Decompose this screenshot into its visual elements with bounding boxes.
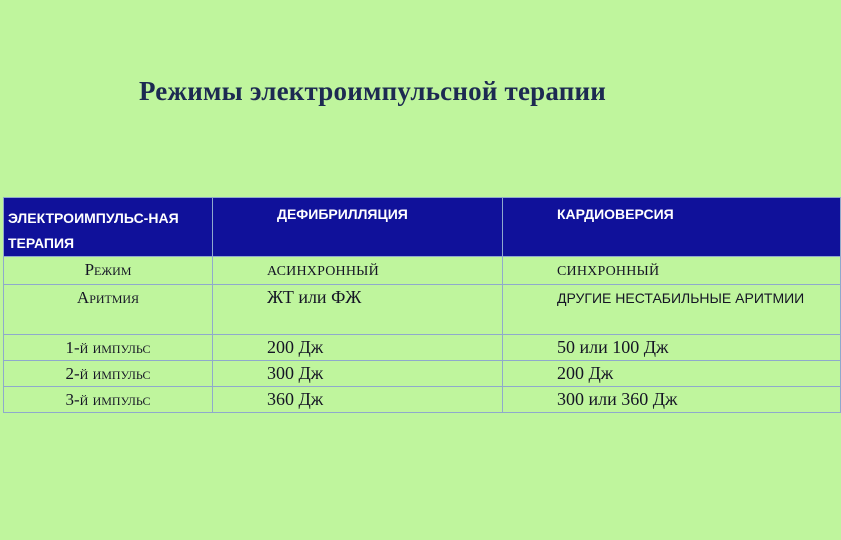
table-row-impulse-2 bbox=[4, 361, 841, 387]
arrhythmia-defibrillation: ЖТ или ФЖ bbox=[213, 285, 503, 335]
header-cell-cardioversion: КАРДИОВЕРСИЯ bbox=[503, 198, 841, 257]
row-label-impulse-1: 1-й импульс bbox=[4, 335, 213, 361]
table-row-impulse-3 bbox=[4, 387, 841, 413]
impulse-2-defibrillation: 300 Дж bbox=[213, 361, 503, 387]
header-cell-therapy: ЭЛЕКТРОИМПУЛЬС-НАЯ ТЕРАПИЯ bbox=[4, 198, 213, 257]
mode-defibrillation: АСИНХРОННЫЙ bbox=[267, 264, 379, 279]
impulse-1-cardioversion: 50 или 100 Дж bbox=[503, 335, 841, 361]
impulse-2-cardioversion: 200 Дж bbox=[503, 361, 841, 387]
table-row-impulse-1 bbox=[4, 335, 841, 361]
impulse-3-cardioversion: 300 или 360 Дж bbox=[503, 387, 841, 413]
mode-cardioversion: СИНХРОННЫЙ bbox=[557, 264, 660, 279]
table-row-arrhythmia bbox=[4, 285, 841, 335]
row-label-impulse-2: 2-й импульс bbox=[4, 361, 213, 387]
impulse-3-defibrillation: 360 Дж bbox=[213, 387, 503, 413]
header-cell-defibrillation: ДЕФИБРИЛЛЯЦИЯ bbox=[213, 198, 503, 257]
table-header-row bbox=[4, 198, 841, 257]
arrhythmia-cardioversion: ДРУГИЕ НЕСТАБИЛЬНЫЕ АРИТМИИ bbox=[557, 290, 805, 306]
row-label-mode: Режим bbox=[4, 257, 213, 285]
row-label-arrhythmia: Аритмия bbox=[4, 285, 213, 335]
impulse-1-defibrillation: 200 Дж bbox=[213, 335, 503, 361]
therapy-modes-table bbox=[3, 197, 841, 413]
page-title: Режимы электроимпульсной терапии bbox=[138, 76, 607, 106]
row-label-impulse-3: 3-й импульс bbox=[4, 387, 213, 413]
table-row-mode bbox=[4, 257, 841, 285]
